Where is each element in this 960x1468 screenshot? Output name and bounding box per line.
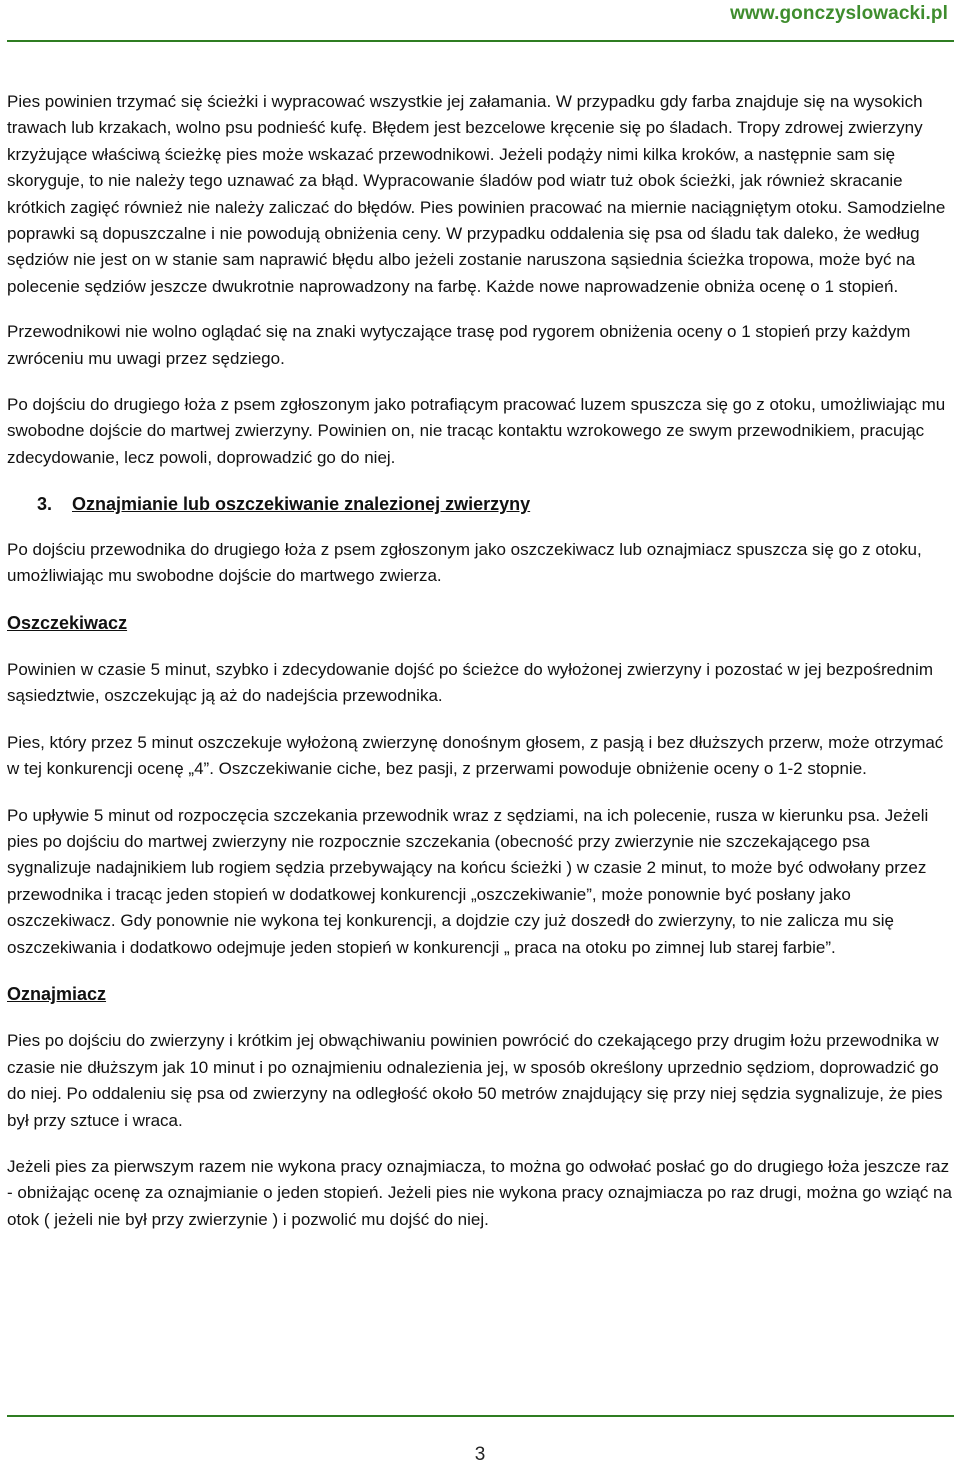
site-url-header: www.gonczyslowacki.pl: [730, 3, 948, 24]
subheading-oznajmiacz: Oznajmiacz: [7, 983, 107, 1004]
paragraph-oznajmiacz-retry: Jeżeli pies za pierwszym razem nie wykona pracy oznajmiacza, to można go odwołać posłać go do drugiego łoża jeszcze raz - obniżając ocenę za oznajmianie o jeden stopień. Jeżeli pies nie wykona pracy oznajmiacza po raz drugi, można go wziąć na otok ( jeżeli nie był przy zwierzynie ) i pozwolić mu dojść do niej.: [7, 1157, 952, 1229]
header-divider: [7, 40, 954, 42]
paragraph-free-work: Po dojściu do drugiego łoża z psem zgłoszonym jako potrafiącym pracować luzem spuszcza się go z otoku, umożliwiając mu swobodne dojście do martwej zwierzyny. Powinien on, nie tracąc kontaktu wzrokowego ze swym przewodnikiem, pracując zdecydowanie, lecz powoli, doprowadzić go do niej.: [7, 395, 946, 467]
paragraph-oszczekiwacz-grade: Pies, który przez 5 minut oszczekuje wyłożoną zwierzynę donośnym głosem, z pasją i bez dłuższych przerw, może otrzymać w tej konkurencji ocenę „4”. Oszczekiwanie ciche, bez pasji, z przerwami powoduje obniżenie oceny o 1-2 stopnie.: [7, 732, 944, 779]
paragraph-tracking-rules: Pies powinien trzymać się ścieżki i wypracować wszystkie jej załamania. W przypadku gdy farba znajduje się na wysokich trawach lub krzakach, wolno psu podnieść kufę. Błędem jest bezcelowe kręcenie się po śladach. Tropy zdrowej zwierzyny krzyżujące właściwą ścieżkę pies może wskazać przewodnikowi. Jeżeli podąży nimi kilka kroków, a następnie sam się skoryguje, to nie należy tego uznawać za błąd. Wypracowanie śladów pod wiatr tuż obok ścieżki, jak również skracanie krótkich zagięć również nie należy zaliczać do błędów. Pies powinien pracować na miernie naciągniętym otoku. Samodzielne poprawki są dopuszczalne i nie powodują obniżenia ceny. W przypadku oddalenia się psa od śladu tak daleko, że według sędziów nie jest on w stanie sam naprawić błędu albo jeżeli zostanie naruszona sąsiednia ścieżka tropowa, może być na polecenie sędziów jeszcze dwukrotnie naprowadzony na farbę. Każde nowe naprowadzenie obniża ocenę o 1 stopień.: [7, 92, 946, 296]
section-title: Oznajmianie lub oszczekiwanie znalezionej zwierzyny: [72, 494, 531, 515]
page-number: 3: [474, 1444, 486, 1465]
footer-divider: [7, 1415, 954, 1417]
paragraph-oznajmiacz-return: Pies po dojściu do zwierzyny i krótkim jej obwąchiwaniu powinien powrócić do czekającego przy drugim łożu przewodnika w czasie nie dłuższym jak 10 minut i po oznajmieniu odnalezienia jej, w sposób określony uprzednio sędziom, doprowadzić go do niej. Po oddaleniu się psa od zwierzyny na odległość około 50 metrów znajdujący się przy niej sędzia sygnalizuje, że pies był przy sztuce i wraca.: [7, 1031, 943, 1130]
document-body: [7, 89, 953, 1253]
paragraph-handler-signs: Przewodnikowi nie wolno oglądać się na znaki wytyczające trasę pod rygorem obniżenia oceny o 1 stopień przy każdym zwróceniu mu uwagi przez sędziego.: [7, 322, 911, 368]
section-heading: [7, 491, 953, 517]
paragraph-oszczekiwacz-time: Powinien w czasie 5 minut, szybko i zdecydowanie dojść po ścieżce do wyłożonej zwierzyny i pozostać w jej bezpośrednim sąsiedztwie, oszczekując ją aż do nadejścia przewodnika.: [7, 659, 933, 706]
section-number: 3.: [37, 494, 53, 515]
paragraph-oszczekiwacz-procedure: Po upływie 5 minut od rozpoczęcia szczekania przewodnik wraz z sędziami, na ich polecenie, rusza w kierunku psa. Jeżeli pies po dojściu do martwej zwierzyny nie rozpocznie szczekania (obecność przy zwierzynie nie szczekającego psa sygnalizuje nadajnikiem lub rogiem sędzia przebywający na końcu ścieżki ) w czasie 2 minut, to może być odwołany przez przewodnika i tracąc jeden stopień w dodatkowej konkurencji „oszczekiwanie”, może ponownie być posłany jako oszczekiwacz. Gdy ponownie nie wykona tej konkurencji, a dojdzie czy już doszedł do zwierzyny, to nie zalicza mu się oszczekiwania i dodatkowo odejmuje jeden stopień w konkurencji „ praca na otoku po zimnej lub starej farbie”.: [7, 805, 929, 957]
paragraph-section-intro: Po dojściu przewodnika do drugiego łoża z psem zgłoszonym jako oszczekiwacz lub oznajmiacz spuszcza się go z otoku, umożliwiając mu swobodne dojście do martwego zwierza.: [7, 539, 922, 586]
subheading-oszczekiwacz: Oszczekiwacz: [7, 612, 128, 633]
